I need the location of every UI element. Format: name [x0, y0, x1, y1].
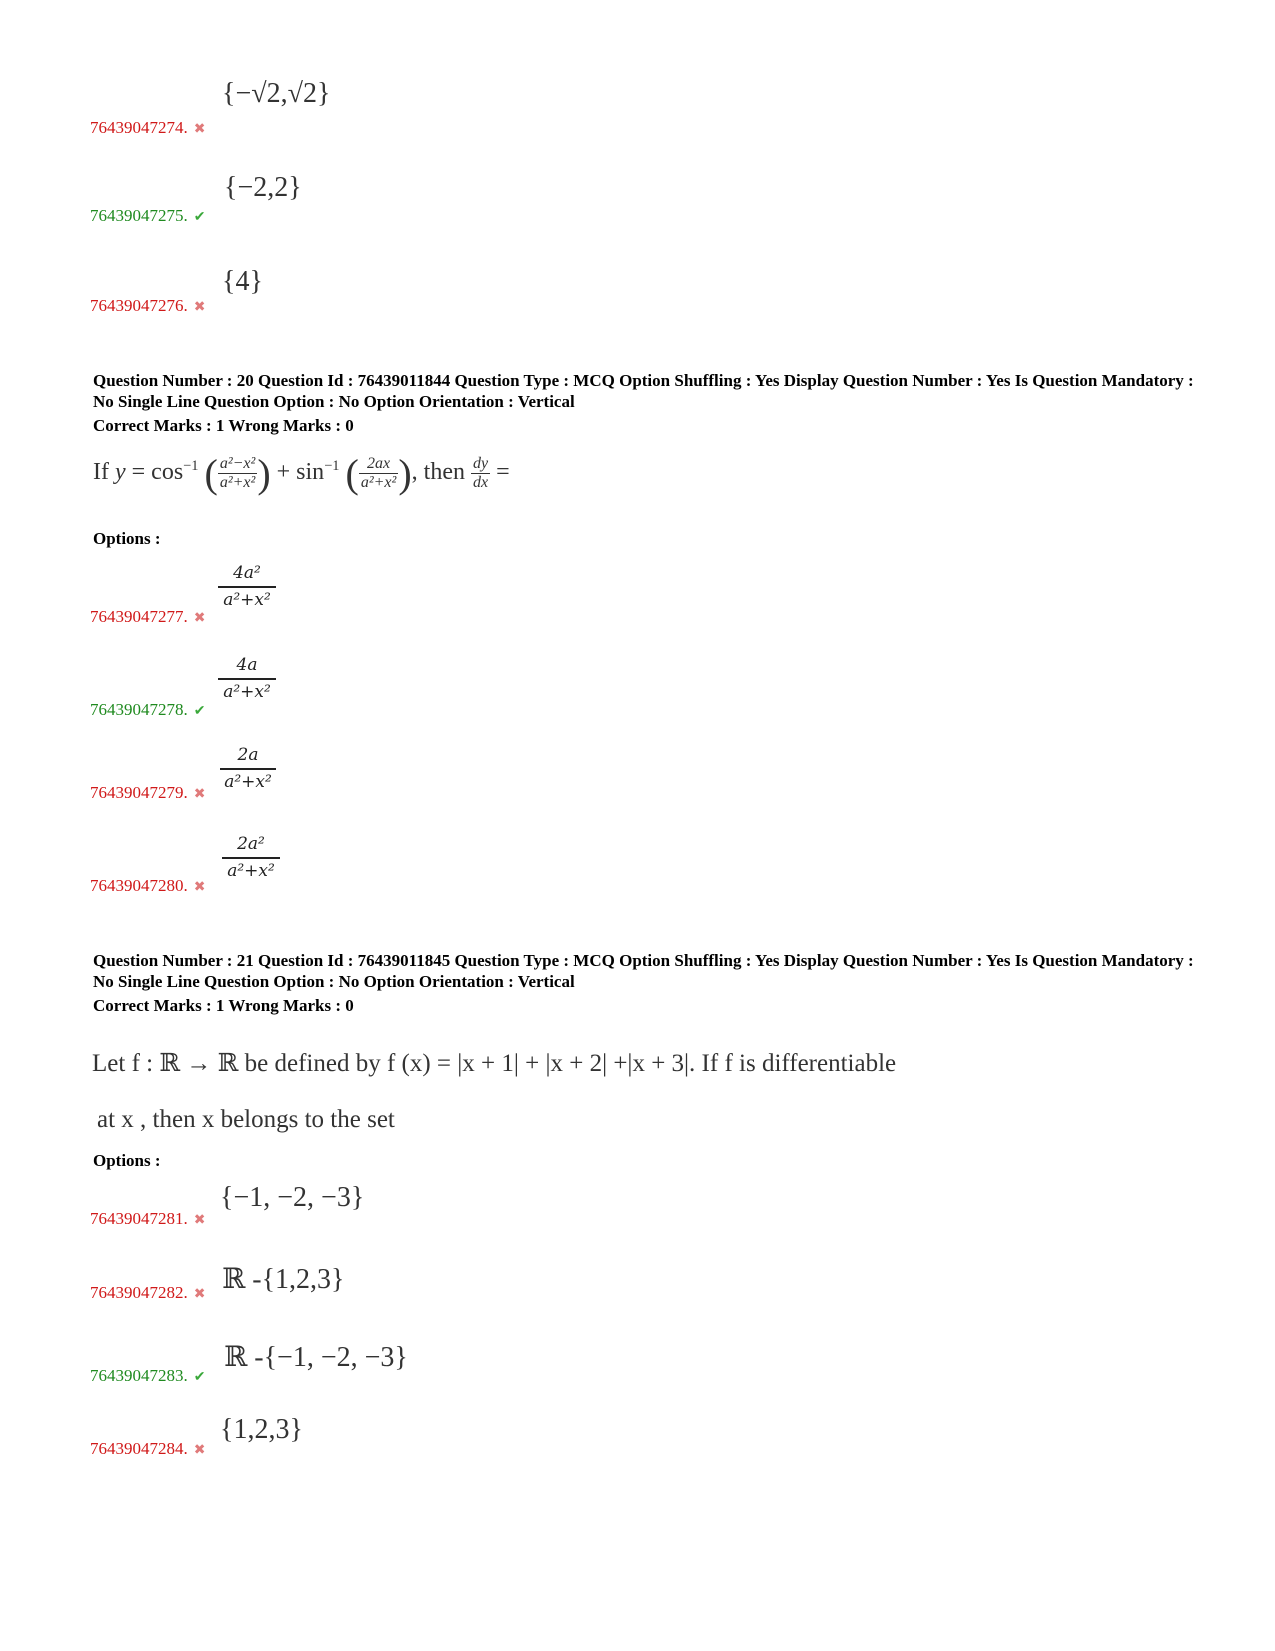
q21-marks: Correct Marks : 1 Wrong Marks : 0: [93, 996, 354, 1015]
option-fraction: $\frac{\text{4a²}}{\text{a²+x²}}$: [218, 563, 276, 610]
option-id: 76439047276. ✖: [90, 296, 206, 315]
q20-question: If $y = \cos^{-1}$ ( $\frac{\text{a²−x²}}{\text{a²+x²}}$ ) + $\sin^{-1}$ ( $\frac{2ax}{\text{a²+x²}}$ ), then $\frac{dy}{dx}$ =: [93, 451, 510, 496]
option-id: 76439047279. ✖: [90, 783, 206, 802]
option-id: 76439047282. ✖: [90, 1283, 206, 1302]
option-id: 76439047284. ✖: [90, 1439, 206, 1458]
check-icon: ✔: [193, 210, 206, 225]
option-id: 76439047283. ✔: [90, 1366, 206, 1385]
cross-icon: ✖: [193, 880, 206, 895]
cross-icon: ✖: [193, 300, 206, 315]
option-content: {1,2,3}: [220, 1414, 303, 1445]
cross-icon: ✖: [193, 611, 206, 626]
option-content: ℝ -{−1, −2, −3}: [224, 1342, 408, 1373]
option-fraction: $\frac{\text{2a²}}{\text{a²+x²}}$: [222, 834, 280, 881]
q21-question-line1: Let f : ℝ → ℝ be defined by f (x) = |x + 1| + |x + 2| +|x + 3|. If f is differentiable: [92, 1050, 897, 1077]
option-fraction: $\frac{4a}{\text{a²+x²}}$: [218, 655, 276, 702]
q21-options-label: Options :: [93, 1151, 161, 1170]
q21-question-line2: at x , then x belongs to the set: [97, 1106, 395, 1133]
option-content: ℝ -{1,2,3}: [222, 1264, 345, 1295]
q20-marks: Correct Marks : 1 Wrong Marks : 0: [93, 416, 354, 435]
q20-derivative: $\frac{dy}{dx}$: [472, 455, 489, 491]
cross-icon: ✖: [193, 122, 206, 137]
q20-fraction-2: $\frac{2ax}{\text{a²+x²}}$: [360, 455, 397, 491]
q20-fraction-1: $\frac{\text{a²−x²}}{\text{a²+x²}}$: [219, 455, 256, 491]
cross-icon: ✖: [193, 787, 206, 802]
option-content: {−√2,√2}: [222, 78, 331, 109]
check-icon: ✔: [193, 1370, 206, 1385]
option-id: 76439047274. ✖: [90, 118, 206, 137]
check-icon: ✔: [193, 704, 206, 719]
option-id: 76439047278. ✔: [90, 700, 206, 719]
option-id: 76439047275. ✔: [90, 206, 206, 225]
q20-metadata: Question Number : 20 Question Id : 76439011844 Question Type : MCQ Option Shuffling : Yes Display Question Number : Yes Is Question Mandatory : No Single Line Question Option : No Option Orientation : Vertical: [93, 371, 1194, 411]
option-content: {−2,2}: [224, 172, 302, 203]
option-id: 76439047281. ✖: [90, 1209, 206, 1228]
option-fraction: $\frac{2a}{\text{a²+x²}}$: [220, 745, 276, 792]
option-id: 76439047277. ✖: [90, 607, 206, 626]
q20-options-label: Options :: [93, 529, 161, 548]
cross-icon: ✖: [193, 1213, 206, 1228]
option-content: {−1, −2, −3}: [220, 1182, 365, 1213]
cross-icon: ✖: [193, 1287, 206, 1302]
q21-metadata: Question Number : 21 Question Id : 76439011845 Question Type : MCQ Option Shuffling : Yes Display Question Number : Yes Is Question Mandatory : No Single Line Question Option : No Option Orientation : Vertical: [93, 951, 1194, 991]
option-content: {4}: [222, 266, 263, 297]
option-id: 76439047280. ✖: [90, 876, 206, 895]
cross-icon: ✖: [193, 1443, 206, 1458]
